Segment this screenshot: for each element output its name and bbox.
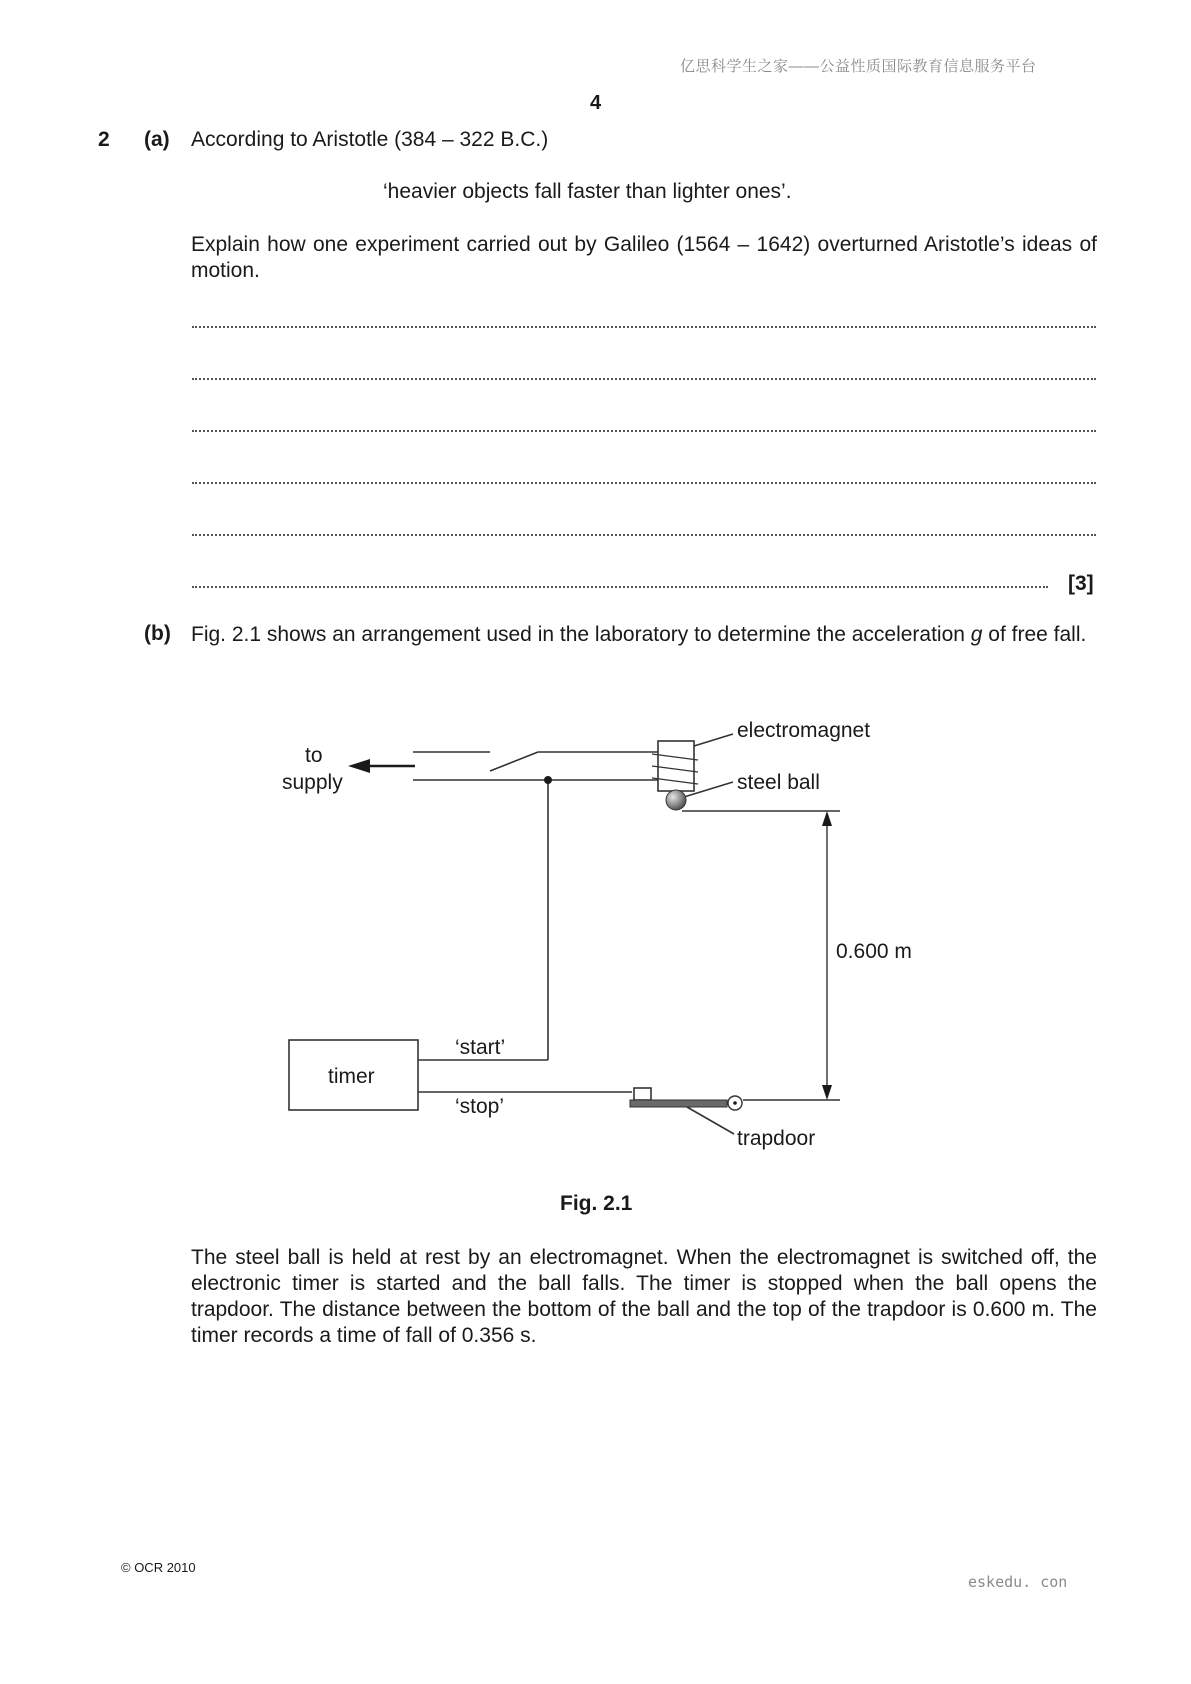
part-b-label: (b) — [144, 622, 171, 645]
label-supply: supply — [282, 771, 343, 794]
part-a-label: (a) — [144, 128, 170, 151]
footer-copyright: © OCR 2010 — [121, 1560, 196, 1575]
label-trapdoor: trapdoor — [737, 1127, 816, 1150]
trapdoor-plate — [630, 1100, 727, 1107]
label-to: to — [305, 744, 323, 767]
label-timer: timer — [328, 1065, 375, 1088]
junction-dot — [544, 776, 552, 784]
label-stop: ‘stop’ — [455, 1095, 505, 1118]
distance-arrow-bottom — [822, 1085, 832, 1100]
ball-leader — [684, 782, 733, 797]
part-a-marks: [3] — [1068, 572, 1094, 595]
part-b-description: The steel ball is held at rest by an electromagnet. When the electromagnet is switched off, the electronic timer is started and the ball falls. The timer is stopped when the ball opens the trapdoor. The distance between the bottom of the ball and the top of the trapdoor is 0.600 m. The timer records a time of fall of 0.356 s. — [191, 1246, 1097, 1347]
electromagnet-leader — [694, 734, 733, 746]
trapdoor-contact — [634, 1088, 651, 1100]
supply-arrow-head — [348, 759, 370, 773]
header-watermark: 亿思科学生之家——公益性质国际教育信息服务平台 — [680, 58, 1037, 75]
trapdoor-hinge-centre — [733, 1101, 737, 1105]
switch-blade — [490, 752, 538, 771]
figure-caption: Fig. 2.1 — [560, 1192, 633, 1215]
steel-ball — [666, 790, 686, 810]
page-number: 4 — [590, 92, 602, 114]
label-electromagnet: electromagnet — [737, 719, 871, 742]
label-start: ‘start’ — [455, 1036, 506, 1059]
label-steel-ball: steel ball — [737, 771, 820, 794]
footer-watermark: eskedu. con — [968, 1573, 1068, 1591]
question-number: 2 — [98, 128, 110, 151]
part-a-prompt: Explain how one experiment carried out by Galileo (1564 – 1642) overturned Aristotle’s ideas of motion. — [191, 233, 1097, 282]
distance-arrow-top — [822, 811, 832, 826]
trapdoor-leader — [687, 1107, 734, 1134]
part-a-quote: ‘heavier objects fall faster than lighter ones’. — [383, 180, 792, 203]
electromagnet-body — [658, 741, 694, 791]
electromagnet-coil — [652, 754, 698, 784]
part-a-intro: According to Aristotle (384 – 322 B.C.) — [191, 128, 549, 151]
label-distance: 0.600 m — [836, 940, 912, 963]
part-b-intro: Fig. 2.1 shows an arrangement used in the laboratory to determine the acceleration g of free fall. — [191, 623, 1087, 646]
g-symbol: g — [970, 623, 983, 646]
